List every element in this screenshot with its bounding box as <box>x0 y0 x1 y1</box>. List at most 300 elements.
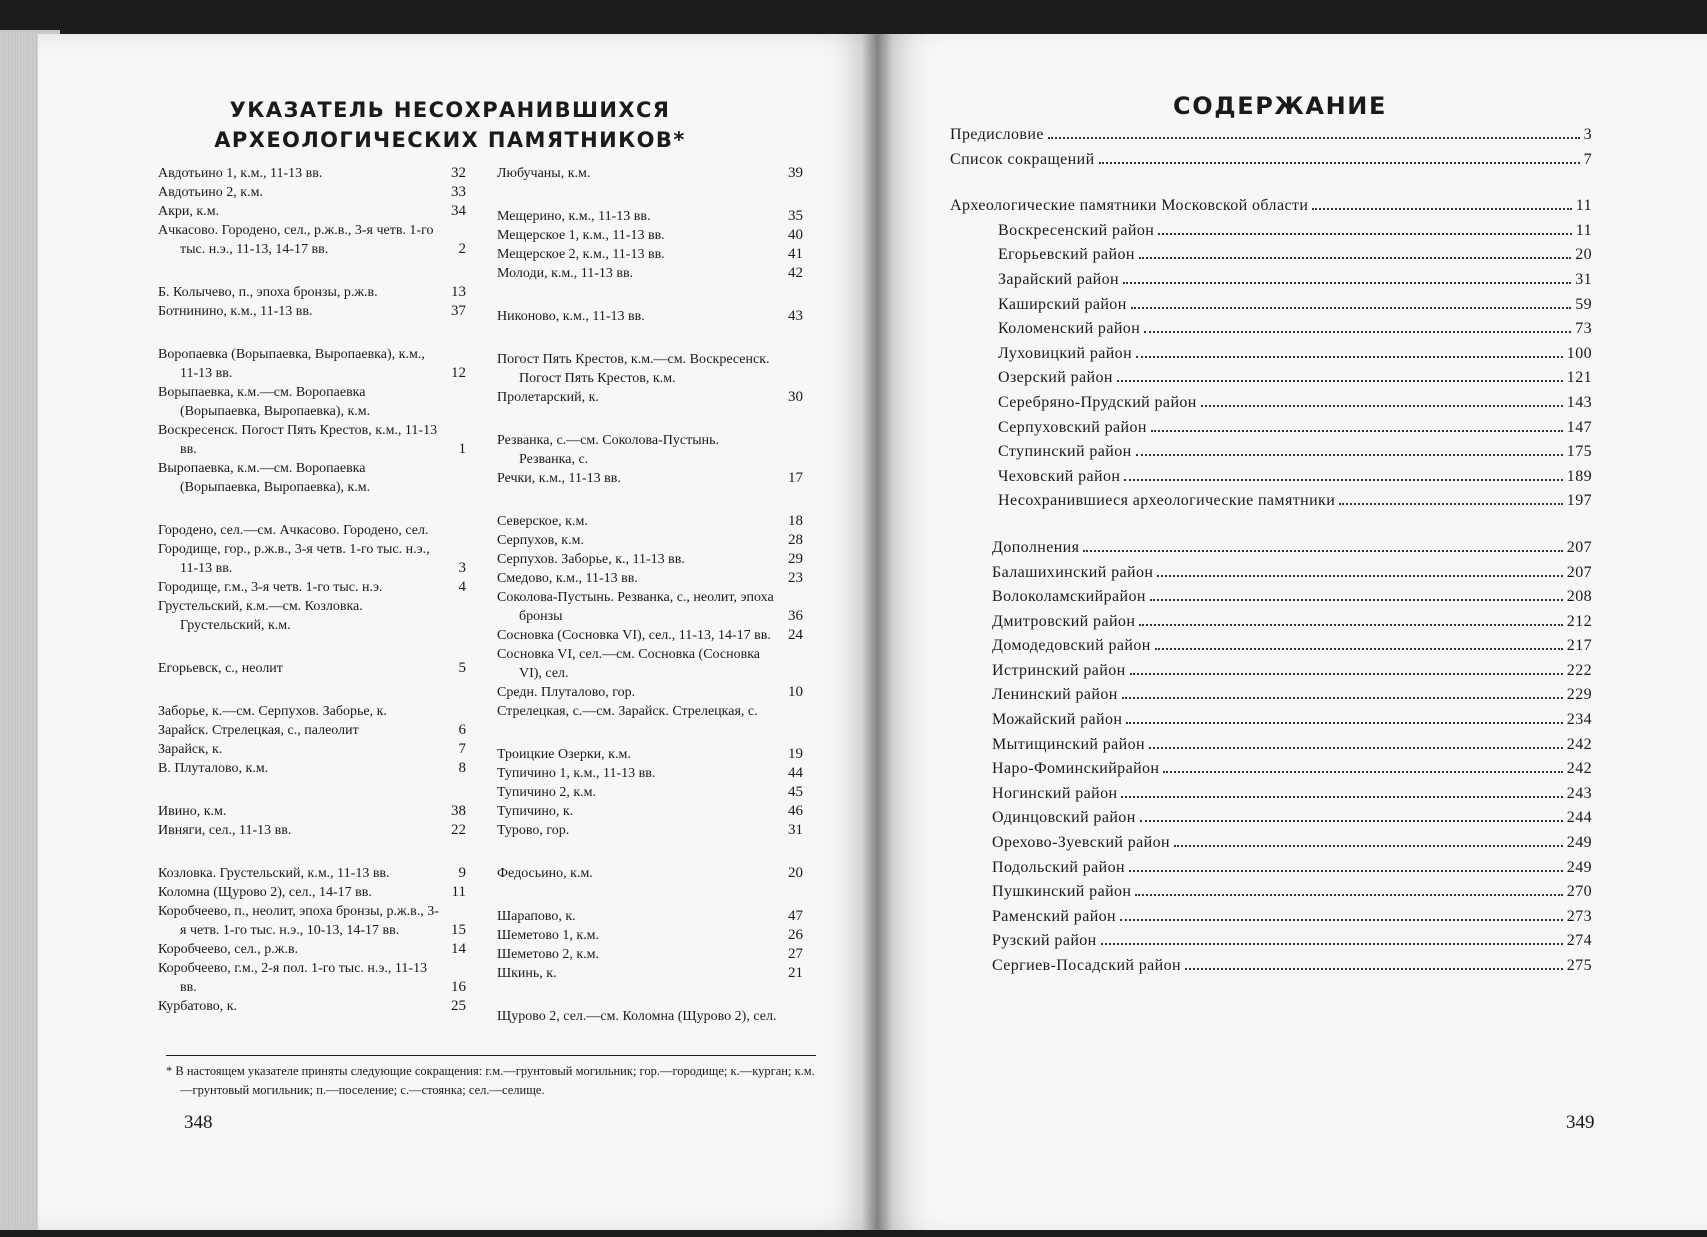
index-entry-text: Молоди, к.м., 11-13 вв. <box>497 266 634 281</box>
index-entry-text: Шеметово 1, к.м. <box>497 928 600 943</box>
index-entry-text: Мещерино, к.м., 11-13 вв. <box>497 209 651 224</box>
index-entry-number: 6 <box>458 722 466 738</box>
index-entry <box>158 940 466 959</box>
index-entry-number: 1 <box>458 441 466 457</box>
index-entry-text: Погост Пять Крестов, к.м.—см. Воскресенск. Погост Пять Крестов, к.м. <box>497 352 770 386</box>
index-entry <box>497 569 803 588</box>
toc-page-number: 229 <box>1566 686 1592 704</box>
index-entry <box>158 597 466 635</box>
index-entry <box>497 588 803 626</box>
toc-leader-dots <box>1339 503 1563 505</box>
index-entry-number: 27 <box>788 946 803 962</box>
index-entry <box>497 783 803 802</box>
index-entry-text: Шкинь, к. <box>497 966 557 981</box>
index-entry <box>158 740 466 759</box>
index-entry <box>158 821 466 840</box>
toc-label: Зарайский район <box>998 270 1120 288</box>
index-entry-text: Воропаевка (Ворыпаевка, Выропаевка), к.м., 11-13 вв. <box>158 347 425 381</box>
index-entry-text: Воскресенск. Погост Пять Крестов, к.м., 11-13 вв. <box>158 423 438 457</box>
index-entry-number: 47 <box>788 908 803 924</box>
toc-row <box>950 369 1592 394</box>
index-entry <box>158 421 466 459</box>
index-entry <box>497 645 803 683</box>
index-entry-number: 13 <box>451 284 466 300</box>
entry-spacer <box>158 497 466 521</box>
index-entry-text: Ивняги, сел., 11-13 вв. <box>158 823 292 838</box>
index-entry <box>497 926 803 945</box>
index-entry <box>158 202 466 221</box>
index-entry-text: Тупичино 2, к.м. <box>497 785 597 800</box>
entry-spacer <box>497 983 803 1007</box>
left-folio: 348 <box>184 1112 213 1133</box>
index-entry <box>497 512 803 531</box>
toc-page-number: 11 <box>1575 197 1592 215</box>
index-entry-text: Коробчеево, сел., р.ж.в. <box>158 942 299 957</box>
toc-row <box>950 222 1592 247</box>
toc-row <box>950 932 1592 957</box>
index-entry-text: Выропаевка, к.м.—см. Воропаевка (Ворыпаевка, Выропаевка), к.м. <box>158 461 371 495</box>
index-entry-text: Мещерское 2, к.м., 11-13 вв. <box>497 247 665 262</box>
toc-page-number: 11 <box>1575 221 1592 239</box>
entry-spacer <box>158 778 466 802</box>
index-entry-text: Коробчеево, г.м., 2-я пол. 1-го тыс. н.э., 11-13 вв. <box>158 961 428 995</box>
toc-page-number: 147 <box>1566 418 1592 436</box>
toc-row <box>950 686 1592 711</box>
index-entry-text: Акри, к.м. <box>158 204 220 219</box>
toc-label: Рузский район <box>992 932 1097 950</box>
toc-row <box>950 296 1592 321</box>
toc-leader-dots <box>1174 845 1563 847</box>
index-entry-number: 12 <box>451 365 466 381</box>
toc-label: Мытищинский район <box>992 735 1146 753</box>
index-entry-number: 37 <box>451 303 466 319</box>
index-entry-number: 25 <box>451 998 466 1014</box>
toc-page-number: 212 <box>1566 612 1592 630</box>
toc-row <box>950 760 1592 785</box>
toc-row <box>950 539 1592 564</box>
toc-page-number: 273 <box>1566 907 1592 925</box>
toc-row <box>950 859 1592 884</box>
toc-page-number: 7 <box>1583 150 1592 168</box>
toc-row <box>950 613 1592 638</box>
index-entry-number: 5 <box>458 660 466 676</box>
index-entry-number: 2 <box>458 241 466 257</box>
index-entry <box>497 550 803 569</box>
index-entry-text: Зарайск, к. <box>158 742 223 757</box>
toc-page-number: 31 <box>1575 270 1592 288</box>
index-entry <box>497 964 803 983</box>
toc-label: Подольский район <box>992 858 1125 876</box>
index-entry <box>497 226 803 245</box>
index-entry-text: Городище, г.м., 3-я четв. 1-го тыс. н.э. <box>158 580 383 595</box>
toc-row <box>950 492 1592 517</box>
index-entry-number: 39 <box>788 165 803 181</box>
index-entry-number: 29 <box>788 551 803 567</box>
toc-leader-dots <box>1121 796 1562 798</box>
index-entry <box>497 469 803 488</box>
toc-page-number: 242 <box>1566 760 1592 778</box>
index-entry-number: 33 <box>451 184 466 200</box>
index-entry-number: 31 <box>788 822 803 838</box>
index-entry-number: 3 <box>458 560 466 576</box>
toc-row <box>950 443 1592 468</box>
index-entry-text: Резванка, с.—см. Соколова-Пустынь. Резванка, с. <box>497 433 719 467</box>
toc-label: Балашихинский район <box>992 563 1154 581</box>
index-entry <box>497 864 803 883</box>
index-entry-number: 7 <box>458 741 466 757</box>
index-entry-text: Тупичино, к. <box>497 804 574 819</box>
toc-label: Коломенский район <box>998 320 1141 338</box>
index-entry-text: Пролетарский, к. <box>497 390 599 405</box>
index-entry <box>158 959 466 997</box>
toc-page-number: 73 <box>1575 320 1592 338</box>
book-gutter <box>862 34 892 1230</box>
index-entry-number: 23 <box>788 570 803 586</box>
index-entry-number: 46 <box>788 803 803 819</box>
toc-label: Раменский район <box>992 907 1117 925</box>
index-entry-text: Ворыпаевка, к.м.—см. Воропаевка (Ворыпаевка, Выропаевка), к.м. <box>158 385 371 419</box>
index-entry-number: 8 <box>458 760 466 776</box>
entry-spacer <box>497 326 803 350</box>
index-entry-text: Серпухов. Заборье, к., 11-13 вв. <box>497 552 685 567</box>
index-entry-text: В. Плуталово, к.м. <box>158 761 269 776</box>
toc-leader-dots <box>1124 479 1562 481</box>
index-entry <box>158 864 466 883</box>
toc-leader-dots <box>1140 820 1563 822</box>
toc-row <box>950 883 1592 908</box>
toc-page-number: 175 <box>1566 443 1592 461</box>
index-column-1 <box>158 164 466 1016</box>
index-entry-number: 45 <box>788 784 803 800</box>
index-entry-text: Ачкасово. Городено, сел., р.ж.в., 3-я четв. 1-го тыс. н.э., 11-13, 14-17 вв. <box>158 223 434 257</box>
index-entry-text: Серпухов, к.м. <box>497 533 584 548</box>
index-entry-text: Шеметово 2, к.м. <box>497 947 600 962</box>
index-entry-text: Курбатово, к. <box>158 999 238 1014</box>
toc-row <box>950 320 1592 345</box>
toc-row <box>950 468 1592 493</box>
toc-row <box>950 394 1592 419</box>
index-entry <box>158 164 466 183</box>
index-entry-text: Стрелецкая, с.—см. Зарайск. Стрелецкая, с. <box>497 704 758 719</box>
index-entry-text: Сосновка (Сосновка VI), сел., 11-13, 14-17 вв. <box>497 628 771 643</box>
entry-spacer <box>497 840 803 864</box>
toc-leader-dots <box>1139 624 1563 626</box>
entry-spacer <box>158 321 466 345</box>
entry-spacer <box>497 488 803 512</box>
toc-leader-dots <box>1048 137 1580 139</box>
entry-spacer <box>497 721 803 745</box>
index-entry-number: 36 <box>788 608 803 624</box>
toc-leader-dots <box>1131 307 1572 309</box>
index-column-2 <box>497 164 803 1026</box>
index-entry <box>497 350 803 388</box>
entry-spacer <box>497 183 803 207</box>
index-entry-number: 24 <box>788 627 803 643</box>
index-entry-number: 42 <box>788 265 803 281</box>
index-entry <box>497 821 803 840</box>
index-entry-text: Ивино, к.м. <box>158 804 227 819</box>
index-entry <box>497 531 803 550</box>
index-entry <box>497 626 803 645</box>
index-entry <box>158 521 466 540</box>
index-entry-text: Любучаны, к.м. <box>497 166 591 181</box>
entry-spacer <box>158 635 466 659</box>
toc-row <box>950 345 1592 370</box>
toc-page-number: 217 <box>1566 637 1592 655</box>
toc-row <box>950 809 1592 834</box>
index-entry-number: 41 <box>788 246 803 262</box>
toc-page-number: 207 <box>1566 563 1592 581</box>
toc-label: Истринский район <box>992 661 1126 679</box>
toc-title: СОДЕРЖАНИЕ <box>1173 92 1387 120</box>
toc-leader-dots <box>1129 870 1563 872</box>
index-entry-text: Никоново, к.м., 11-13 вв. <box>497 309 645 324</box>
toc-row <box>950 271 1592 296</box>
index-entry-text: Сосновка VI, сел.—см. Сосновка (Сосновка VI), сел. <box>497 647 761 681</box>
toc-label: Наро-Фоминскийрайон <box>992 760 1160 778</box>
toc-spacer <box>950 175 1592 197</box>
toc-leader-dots <box>1083 550 1562 552</box>
index-entry-number: 26 <box>788 927 803 943</box>
index-entry <box>158 345 466 383</box>
index-entry-text: Средн. Плуталово, гор. <box>497 685 636 700</box>
toc-row <box>950 736 1592 761</box>
index-entry-number: 18 <box>788 513 803 529</box>
toc-page-number: 243 <box>1566 784 1592 802</box>
toc-label: Можайский район <box>992 711 1123 729</box>
toc-label: Воскресенский район <box>998 221 1155 239</box>
index-entry <box>158 383 466 421</box>
toc-page-number: 59 <box>1575 295 1592 313</box>
index-entry-number: 15 <box>451 922 466 938</box>
toc-row <box>950 908 1592 933</box>
index-entry-number: 4 <box>458 579 466 595</box>
toc-leader-dots <box>1312 208 1571 210</box>
index-entry-text: Смедово, к.м., 11-13 вв. <box>497 571 638 586</box>
index-entry-text: Грустельский, к.м.—см. Козловка. Грустельский, к.м. <box>158 599 363 633</box>
index-entry-text: Городище, гор., р.ж.в., 3-я четв. 1-го тыс. н.э., 11-13 вв. <box>158 542 430 576</box>
toc-label: Чеховский район <box>998 467 1121 485</box>
index-entry-number: 30 <box>788 389 803 405</box>
index-entry-text: Троицкие Озерки, к.м. <box>497 747 631 762</box>
index-entry-text: Б. Колычево, п., эпоха бронзы, р.ж.в. <box>158 285 378 300</box>
index-entry <box>497 764 803 783</box>
index-entry-text: Мещерское 1, к.м., 11-13 вв. <box>497 228 665 243</box>
toc-label: Домодедовский район <box>992 637 1151 655</box>
toc-row <box>950 957 1592 982</box>
right-folio: 349 <box>1566 1112 1595 1133</box>
toc-page-number: 274 <box>1566 932 1592 950</box>
table-of-contents <box>950 126 1592 982</box>
index-entry-number: 34 <box>451 203 466 219</box>
index-entry <box>158 759 466 778</box>
index-title-line1: УКАЗАТЕЛЬ НЕСОХРАНИВШИХСЯ <box>229 98 671 122</box>
index-entry-number: 20 <box>788 865 803 881</box>
toc-page-number: 208 <box>1566 588 1592 606</box>
toc-row <box>950 197 1592 222</box>
toc-label: Егорьевский район <box>998 246 1135 264</box>
toc-page-number: 275 <box>1566 957 1592 974</box>
toc-row <box>950 711 1592 736</box>
index-entry <box>158 183 466 202</box>
index-entry <box>497 702 803 721</box>
index-entry-number: 19 <box>788 746 803 762</box>
index-entry-number: 32 <box>451 165 466 181</box>
toc-label: Орехово-Зуевский район <box>992 834 1171 852</box>
toc-leader-dots <box>1139 257 1571 259</box>
toc-page-number: 249 <box>1566 858 1592 876</box>
toc-leader-dots <box>1158 233 1572 235</box>
toc-leader-dots <box>1099 162 1580 164</box>
toc-page-number: 222 <box>1566 661 1592 679</box>
toc-row <box>950 662 1592 687</box>
toc-row <box>950 564 1592 589</box>
index-entry <box>158 540 466 578</box>
toc-label: Волоколамскийрайон <box>992 588 1146 606</box>
index-entry-number: 35 <box>788 208 803 224</box>
index-title-line2: АРХЕОЛОГИЧЕСКИХ ПАМЯТНИКОВ* <box>214 128 686 152</box>
entry-spacer <box>497 883 803 907</box>
toc-leader-dots <box>1126 722 1562 724</box>
index-entry <box>158 883 466 902</box>
toc-page-number: 244 <box>1566 809 1592 827</box>
toc-leader-dots <box>1136 356 1563 358</box>
toc-page-number: 20 <box>1575 246 1592 264</box>
toc-page-number: 242 <box>1566 735 1592 753</box>
toc-row <box>950 246 1592 271</box>
entry-spacer <box>158 840 466 864</box>
index-entry-text: Авдотьино 1, к.м., 11-13 вв. <box>158 166 323 181</box>
index-entry <box>497 264 803 283</box>
toc-leader-dots <box>1157 575 1562 577</box>
toc-row <box>950 588 1592 613</box>
toc-page-number: 207 <box>1566 538 1592 556</box>
toc-leader-dots <box>1144 331 1571 333</box>
entry-spacer <box>158 259 466 283</box>
index-entry-number: 10 <box>788 684 803 700</box>
index-entry-number: 11 <box>451 884 466 900</box>
index-entry-number: 28 <box>788 532 803 548</box>
toc-label: Археологические памятники Московской области <box>950 197 1309 215</box>
toc-label: Пушкинский район <box>992 883 1132 901</box>
toc-page-number: 143 <box>1566 393 1592 411</box>
index-entry-number: 43 <box>788 308 803 324</box>
index-entry <box>158 283 466 302</box>
index-entry <box>497 683 803 702</box>
toc-label: Серпуховский район <box>998 418 1147 436</box>
index-entry-text: Шарапово, к. <box>497 909 576 924</box>
footnote-text: * В настоящем указателе приняты следующие сокращения: г.м.—грунтовый могильник; гор.—городище; к.—курган; к.м.—грунтовый могильник; п.—поселение; с.—стоянка; сел.—селище. <box>166 1064 815 1097</box>
toc-leader-dots <box>1155 648 1563 650</box>
index-entry-text: Коломна (Щурово 2), сел., 14-17 вв. <box>158 885 372 900</box>
index-entry <box>158 802 466 821</box>
index-entry-text: Городено, сел.—см. Ачкасово. Городено, сел. <box>158 523 429 538</box>
toc-label: Озерский район <box>998 369 1113 387</box>
toc-page-number: 270 <box>1566 883 1592 901</box>
toc-leader-dots <box>1149 747 1563 749</box>
index-entry <box>158 902 466 940</box>
index-entry <box>497 907 803 926</box>
toc-label: Сергиев-Посадский район <box>992 957 1181 974</box>
toc-row <box>950 419 1592 444</box>
index-entry <box>497 745 803 764</box>
index-entry-number: 17 <box>788 470 803 486</box>
index-entry-number: 9 <box>458 865 466 881</box>
index-entry-text: Зарайск. Стрелецкая, с., палеолит <box>158 723 359 738</box>
index-entry <box>158 302 466 321</box>
toc-leader-dots <box>1122 697 1563 699</box>
toc-row <box>950 126 1592 151</box>
toc-leader-dots <box>1201 405 1563 407</box>
toc-label: Список сокращений <box>950 150 1095 168</box>
toc-row <box>950 834 1592 859</box>
index-entry-text: Соколова-Пустынь. Резванка, с., неолит, эпоха бронзы <box>497 590 774 624</box>
index-entry <box>158 659 466 678</box>
toc-label: Луховицкий район <box>998 344 1133 362</box>
index-entry <box>497 164 803 183</box>
toc-leader-dots <box>1123 282 1571 284</box>
toc-label: Одинцовский район <box>992 809 1136 827</box>
entry-spacer <box>158 678 466 702</box>
toc-row <box>950 151 1592 176</box>
index-entry-text: Коробчеево, п., неолит, эпоха бронзы, р.ж.в., 3-я четв. 1-го тыс. н.э., 10-13, 14-17 вв. <box>158 904 439 938</box>
toc-page-number: 189 <box>1566 467 1592 485</box>
index-entry <box>497 802 803 821</box>
toc-leader-dots <box>1135 894 1562 896</box>
entry-spacer <box>497 283 803 307</box>
toc-leader-dots <box>1185 968 1563 970</box>
index-entry <box>158 221 466 259</box>
index-entry <box>497 431 803 469</box>
toc-label: Дополнения <box>992 538 1080 556</box>
toc-page-number: 100 <box>1566 344 1592 362</box>
toc-label: Несохранившиеся археологические памятники <box>998 492 1336 510</box>
footnote <box>166 1055 816 1100</box>
toc-page-number: 234 <box>1566 711 1592 729</box>
index-entry-number: 40 <box>788 227 803 243</box>
toc-label: Дмитровский район <box>992 612 1136 630</box>
toc-leader-dots <box>1136 454 1563 456</box>
toc-leader-dots <box>1101 943 1563 945</box>
toc-spacer <box>950 517 1592 539</box>
index-entry-text: Северское, к.м. <box>497 514 588 529</box>
index-entry <box>158 721 466 740</box>
toc-label: Каширский район <box>998 295 1127 313</box>
index-entry <box>497 1007 803 1026</box>
index-entry <box>497 245 803 264</box>
toc-page-number: 121 <box>1566 369 1592 387</box>
index-entry <box>497 388 803 407</box>
index-entry-text: Козловка. Грустельский, к.м., 11-13 вв. <box>158 866 390 881</box>
index-entry-text: Тупичино 1, к.м., 11-13 вв. <box>497 766 656 781</box>
index-entry <box>497 207 803 226</box>
index-entry-text: Щурово 2, сел.—см. Коломна (Щурово 2), сел. <box>497 1009 777 1024</box>
index-entry-number: 16 <box>451 979 466 995</box>
toc-row <box>950 637 1592 662</box>
index-entry <box>158 459 466 497</box>
index-entry <box>497 307 803 326</box>
index-entry-number: 44 <box>788 765 803 781</box>
toc-row <box>950 785 1592 810</box>
index-entry <box>158 578 466 597</box>
toc-leader-dots <box>1120 919 1563 921</box>
entry-spacer <box>497 407 803 431</box>
index-entry-number: 38 <box>451 803 466 819</box>
toc-label: Серебряно-Прудский район <box>998 393 1197 411</box>
index-entry-text: Егорьевск, с., неолит <box>158 661 283 676</box>
index-entry <box>158 997 466 1016</box>
index-entry-text: Федосьино, к.м. <box>497 866 593 881</box>
